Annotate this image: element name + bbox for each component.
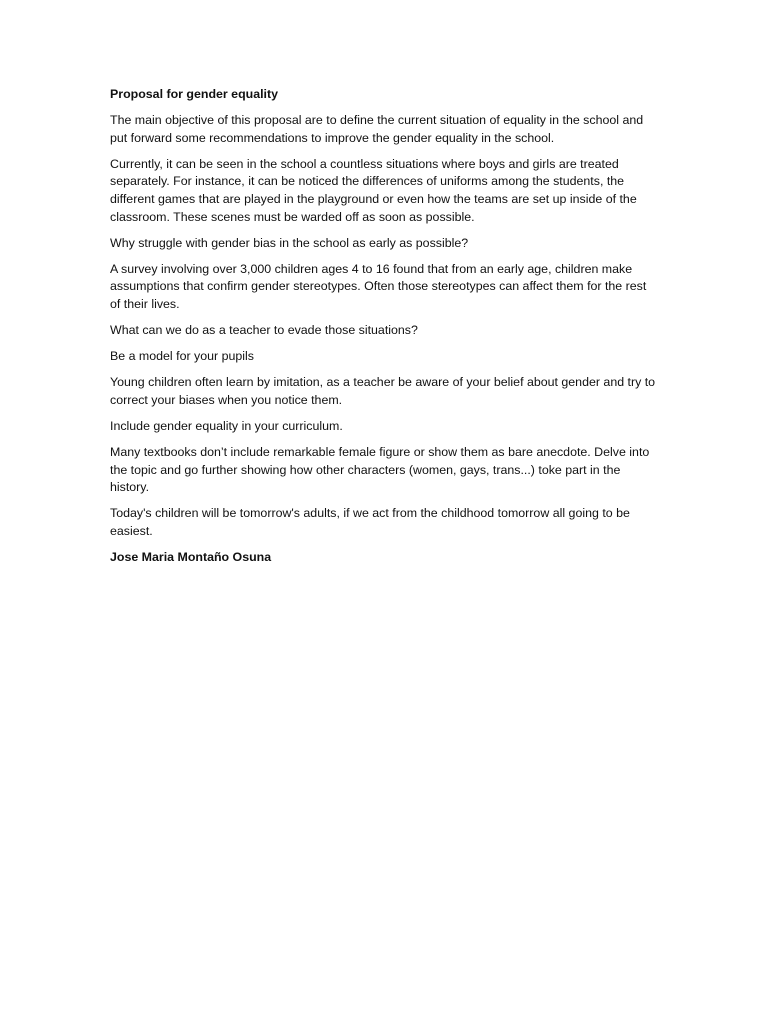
paragraph-current-situation: Currently, it can be seen in the school a countless situations where boys and girls are treated separately. For instance, it can be noticed the differences of uniforms among the students, the different games that are played in the playground or even how the teams are set up inside of the classroom. These scenes must be warded off as soon as possible.: [110, 156, 637, 224]
author-signature: Jose Maria Montaño Osuna: [110, 549, 272, 564]
document-page: [110, 86, 658, 575]
paragraph-be-a-model: Be a model for your pupils: [110, 349, 254, 364]
document-title: Proposal for gender equality: [110, 87, 278, 101]
paragraph-imitation: Young children often learn by imitation, as a teacher be aware of your belief about gender and try to correct your biases when you notice them.: [110, 375, 656, 407]
paragraph-question-why: Why struggle with gender bias in the school as early as possible?: [110, 235, 469, 250]
paragraph-textbooks: Many textbooks don’t include remarkable female figure or show them as bare anecdote. Delve into the topic and go further showing how other characters (women, gays, trans...) toke part in the history.: [110, 445, 650, 495]
paragraph-objective: The main objective of this proposal are to define the current situation of equality in the school and put forward some recommendations to improve the gender equality in the school.: [110, 113, 644, 145]
paragraph-survey: A survey involving over 3,000 children ages 4 to 16 found that from an early age, children make assumptions that confirm gender stereotypes. Often those stereotypes can affect them for the rest of their lives.: [110, 261, 647, 311]
paragraph-curriculum: Include gender equality in your curriculum.: [110, 418, 343, 433]
paragraph-conclusion: Today's children will be tomorrow's adults, if we act from the childhood tomorrow all going to be easiest.: [110, 506, 630, 538]
paragraph-question-what: What can we do as a teacher to evade those situations?: [110, 323, 418, 338]
